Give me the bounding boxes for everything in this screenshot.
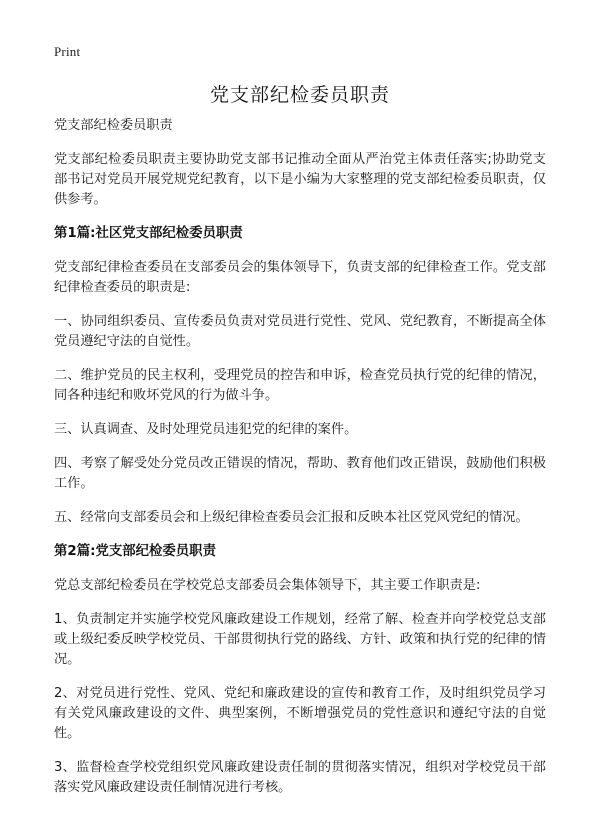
section-1-lead: 党支部纪律检查委员在支部委员会的集体领导下，负责支部的纪律检查工作。党支部纪律检查委员的职责是: [54,260,546,295]
section-1-item: 一、协同组织委员、宣传委员负责对党员进行党性、党风、党纪教育，不断提高全体党员遵纪守法的自觉性。 [54,314,546,349]
section-1-item: 五、经常向支部委员会和上级纪律检查委员会汇报和反映本社区党风党纪的情况。 [54,510,529,525]
section-1-heading: 第1篇:社区党支部纪检委员职责 [54,226,243,241]
intro-paragraph: 党支部纪检委员职责主要协助党支部书记推动全面从严治党主体责任落实;协助党支部书记对党员开展党规党纪教育，以下是小编为大家整理的党支部纪检委员职责，仅供参考。 [54,152,546,207]
page-title: 党支部纪检委员职责 [209,84,390,106]
section-2-lead: 党总支部纪检委员在学校党总支部委员会集体领导下，其主要工作职责是: [54,578,481,593]
section-2-item: 3、监督检查学校党组织党风廉政建设责任制的贯彻落实情况，组织对学校党员干部落实党风廉政建设责任制情况进行考核。 [54,760,546,795]
document-subtitle: 党支部纪检委员职责 [54,118,173,133]
section-1-item: 三、认真调查、及时处理党员违犯党的纪律的案件。 [54,422,358,437]
document-body [54,116,546,812]
section-2-item: 1、负责制定并实施学校党风廉政建设工作规划，经常了解、检查并向学校党总支部或上级纪委反映学校党员、干部贯彻执行党的路线、方针、政策和执行党的纪律的情况。 [54,612,546,667]
section-2-item: 2、对党员进行党性、党风、党纪和廉政建设的宣传和教育工作，及时组织党员学习有关党风廉政建设的文件、典型案例，不断增强党员的党性意识和遵纪守法的自觉性。 [54,686,546,741]
section-1-item: 二、维护党员的民主权利，受理党员的控告和申诉，检查党员执行党的纪律的情况，同各种违纪和败坏党风的行为做斗争。 [54,368,546,403]
section-2-heading: 第2篇:党支部纪检委员职责 [54,544,216,559]
section-1-item: 四、考察了解受处分党员改正错误的情况，帮助、教育他们改正错误，鼓励他们积极工作。 [54,456,546,491]
print-label: Print [54,44,81,59]
